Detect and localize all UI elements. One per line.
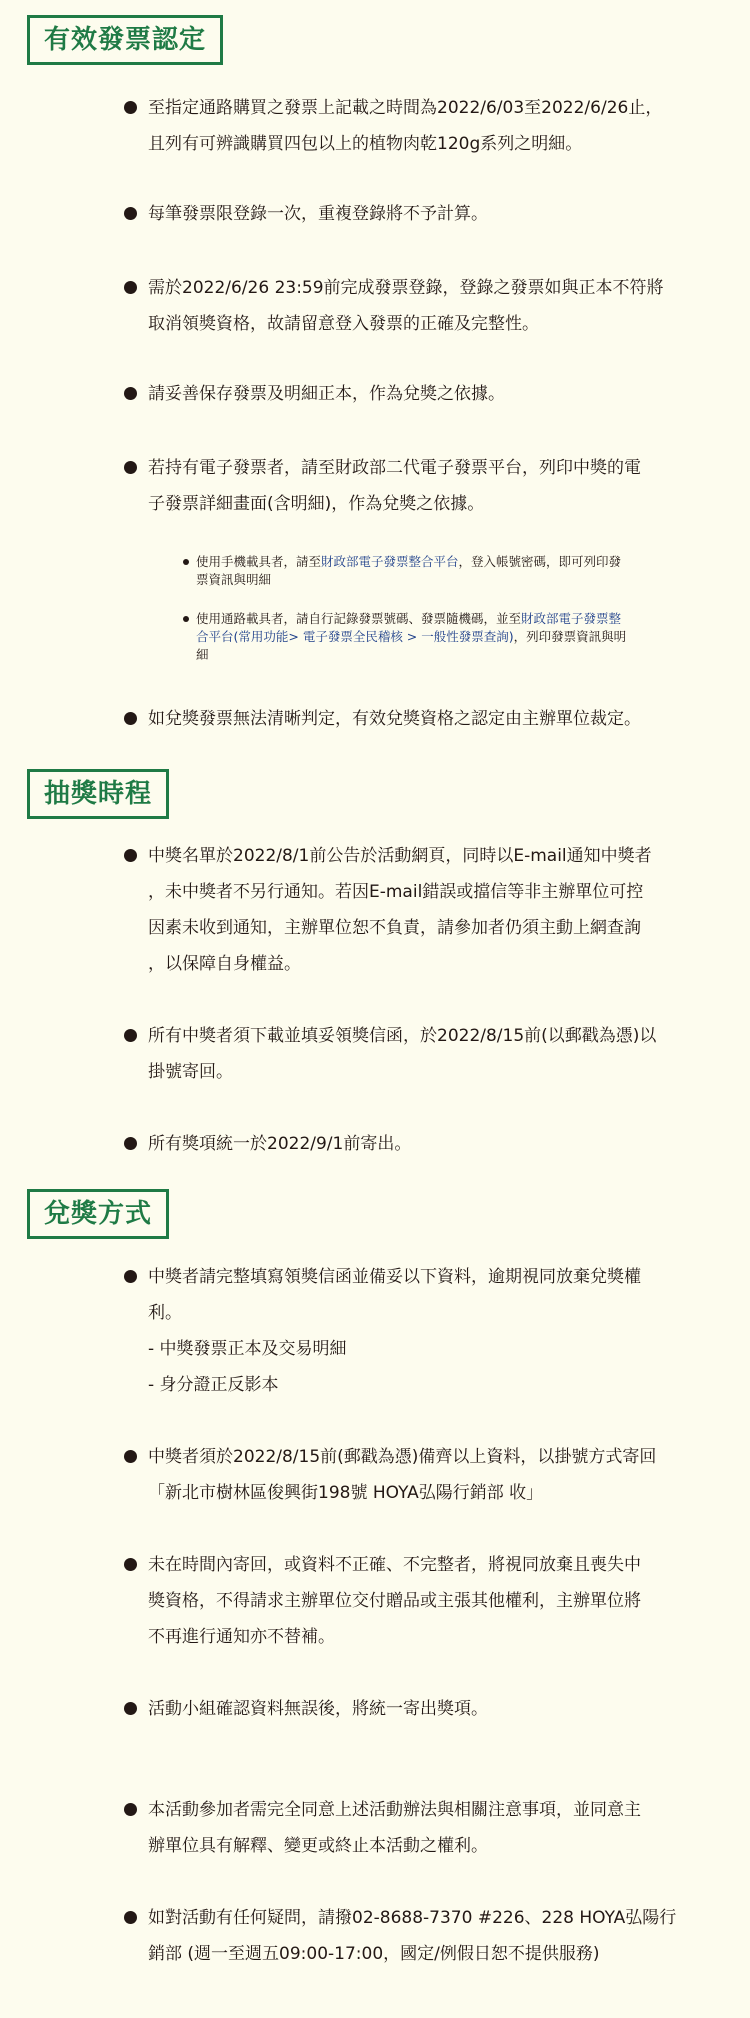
- list-item: 請妥善保存發票及明細正本，作為兌獎之依據。: [148, 376, 683, 412]
- list-item: 中獎者請完整填寫領獎信函並備妥以下資料，逾期視同放棄兌獎權 利。 - 中獎發票正本及交易明細 - 身分證正反影本: [148, 1259, 683, 1403]
- list-item: 如對活動有任何疑問，請撥02-8688-7370 #226、228 HOYA弘陽行 銷部 (週一至週五09:00-17:00，國定/例假日恕不提供服務): [148, 1900, 683, 1972]
- list-item: 若持有電子發票者，請至財政部二代電子發票平台，列印中獎的電 子發票詳細畫面(含明細)，作為兌獎之依據。: [148, 450, 683, 522]
- sub-list-item: 使用通路載具者，請自行記錄發票號碼、發票隨機碼，並至財政部電子發票整 合平台(常用功能> 電子發票全民稽核 > 一般性發票查詢)，列印發票資訊與明 細: [196, 610, 676, 664]
- bullet-icon: [124, 1558, 137, 1571]
- bullet-icon: [124, 461, 137, 474]
- sub-bullet-icon: [183, 559, 189, 565]
- bullet-icon: [124, 387, 137, 400]
- list-item: 未在時間內寄回，或資料不正確、不完整者，將視同放棄且喪失中 獎資格，不得請求主辦單位交付贈品或主張其他權利，主辦單位將 不再進行通知亦不替補。: [148, 1547, 683, 1655]
- list-item: 所有獎項統一於2022/9/1前寄出。: [148, 1126, 683, 1162]
- bullet-icon: [124, 849, 137, 862]
- bullet-icon: [124, 281, 137, 294]
- bullet-icon: [124, 712, 137, 725]
- bullet-icon: [124, 207, 137, 220]
- sub-bullet-icon: [183, 616, 189, 622]
- list-item: 中獎者須於2022/8/15前(郵戳為憑)備齊以上資料，以掛號方式寄回 「新北市樹林區俊興街198號 HOYA弘陽行銷部 收」: [148, 1439, 683, 1511]
- einvoice-platform-link[interactable]: 財政部電子發票整合平台: [321, 554, 459, 569]
- list-item: 本活動參加者需完全同意上述活動辦法與相關注意事項，並同意主 辦單位具有解釋、變更或終止本活動之權利。: [148, 1792, 683, 1864]
- list-item: 需於2022/6/26 23:59前完成發票登錄，登錄之發票如與正本不符將 取消領獎資格，故請留意登入發票的正確及完整性。: [148, 270, 683, 342]
- list-item: 中獎名單於2022/8/1前公告於活動網頁，同時以E-mail通知中獎者 ，未中獎者不另行通知。若因E-mail錯誤或擋信等非主辦單位可控 因素未收到通知，主辦單位恕不負責，請參加者仍須主動上網查詢 ，以保障自身權益。: [148, 838, 683, 982]
- section-heading-draw-schedule: 抽獎時程: [27, 769, 169, 819]
- bullet-icon: [124, 1137, 137, 1150]
- invoice-query-link[interactable]: 合平台(常用功能> 電子發票全民稽核 > 一般性發票查詢): [196, 629, 514, 644]
- section-heading-redemption: 兌獎方式: [27, 1189, 169, 1239]
- bullet-icon: [124, 1803, 137, 1816]
- bullet-icon: [124, 101, 137, 114]
- sub-list-item: 使用手機載具者，請至財政部電子發票整合平台，登入帳號密碼，即可列印發 票資訊與明細: [196, 553, 676, 589]
- bullet-icon: [124, 1029, 137, 1042]
- list-item: 活動小組確認資料無誤後，將統一寄出獎項。: [148, 1691, 683, 1727]
- einvoice-platform-link[interactable]: 財政部電子發票整: [521, 611, 622, 626]
- list-item: 如兌獎發票無法清晰判定，有效兌獎資格之認定由主辦單位裁定。: [148, 701, 683, 737]
- section-heading-valid-invoice: 有效發票認定: [27, 15, 223, 65]
- list-item: 所有中獎者須下載並填妥領獎信函，於2022/8/15前(以郵戳為憑)以 掛號寄回。: [148, 1018, 683, 1090]
- list-item: 每筆發票限登錄一次，重複登錄將不予計算。: [148, 196, 683, 232]
- bullet-icon: [124, 1702, 137, 1715]
- bullet-icon: [124, 1450, 137, 1463]
- list-item: 至指定通路購買之發票上記載之時間為2022/6/03至2022/6/26止， 且列有可辨識購買四包以上的植物肉乾120g系列之明細。: [148, 90, 683, 162]
- bullet-icon: [124, 1270, 137, 1283]
- bullet-icon: [124, 1911, 137, 1924]
